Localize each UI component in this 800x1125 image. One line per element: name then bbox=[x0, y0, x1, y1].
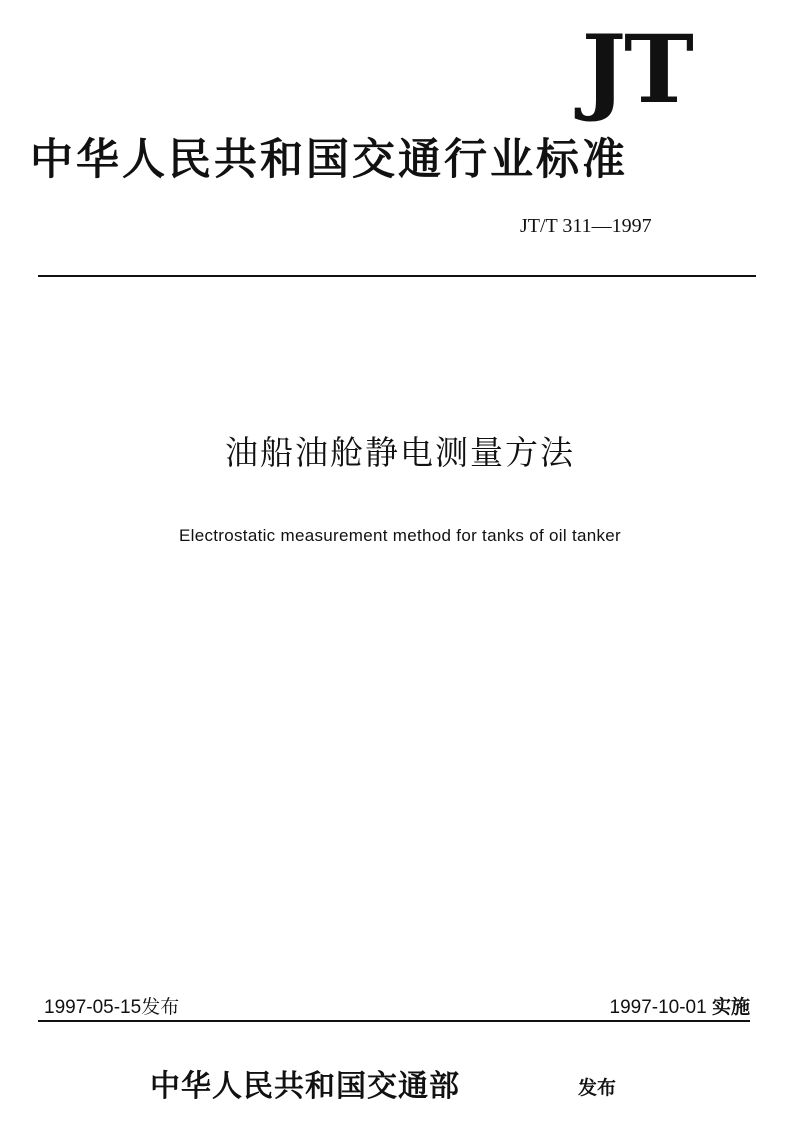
bottom-divider bbox=[38, 1020, 750, 1022]
implementation-date-line bbox=[500, 994, 750, 1022]
issue-date: 1997-05-15 bbox=[44, 997, 142, 1018]
document-title-chinese: 油船油舱静电测量方法 bbox=[225, 433, 575, 472]
implementation-label: 实施 bbox=[711, 997, 750, 1018]
document-title-english: Electrostatic measurement method for tanks of oil tanker bbox=[179, 526, 621, 545]
standard-number: JT/T 311—1997 bbox=[520, 215, 652, 237]
jt-logo: JT bbox=[581, 15, 692, 125]
publisher-name: 中华人民共和国交通部 bbox=[150, 1069, 460, 1104]
publish-label: 发布 bbox=[578, 1077, 617, 1099]
issue-label: 发布 bbox=[141, 997, 180, 1018]
organization-title: 中华人民共和国交通行业标准 bbox=[30, 135, 628, 185]
implementation-date: 1997-10-01 bbox=[609, 997, 707, 1018]
top-divider bbox=[38, 275, 756, 277]
issue-date-line bbox=[44, 994, 304, 1022]
